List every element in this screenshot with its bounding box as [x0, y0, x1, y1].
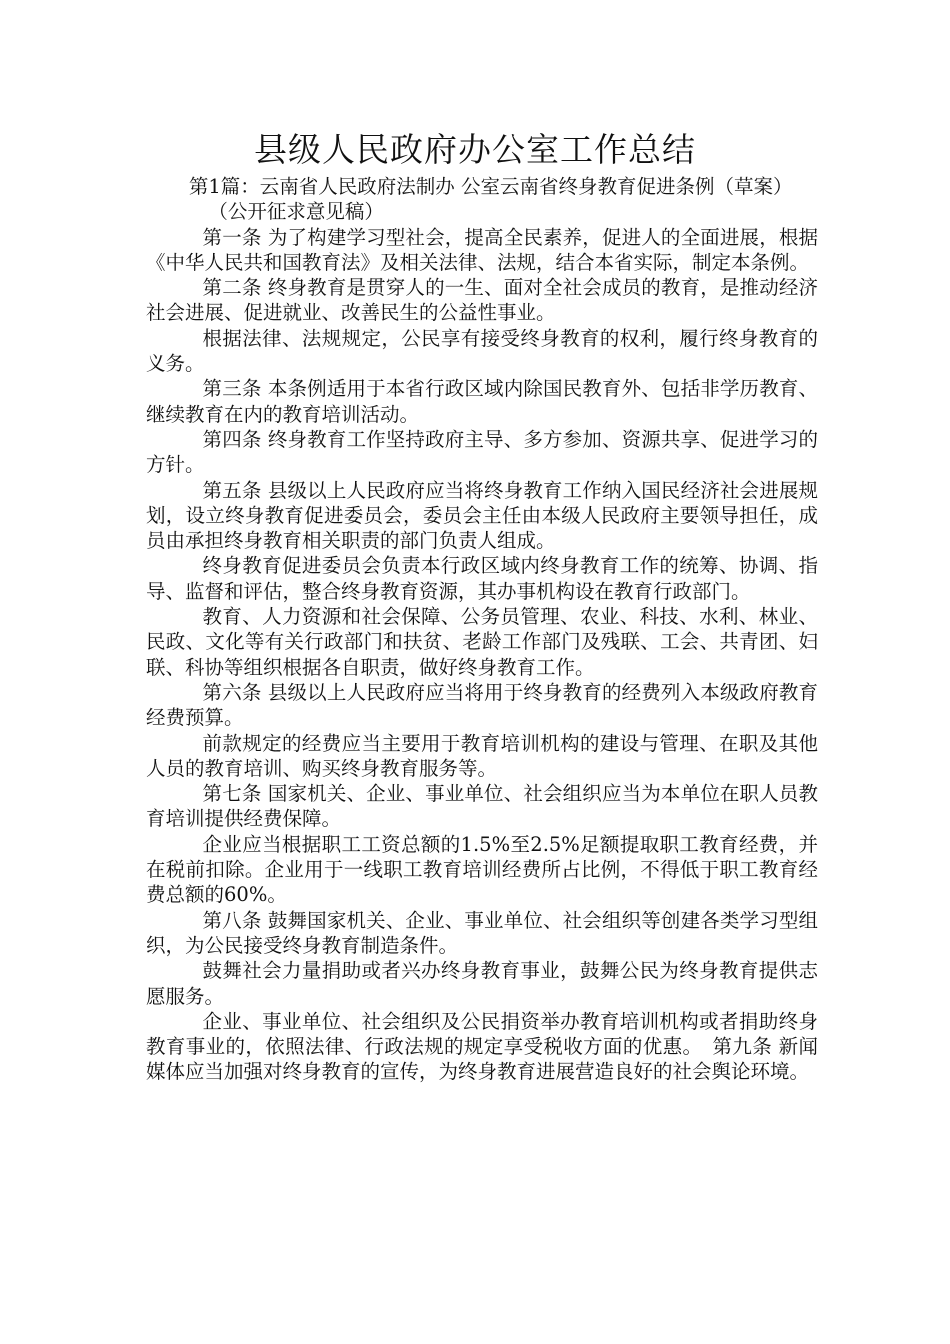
paragraph-article-3: 第三条 本条例适用于本省行政区域内除国民教育外、包括非学历教育、继续教育在内的教育培训活动。 [146, 377, 818, 426]
paragraph-article-5-committee: 终身教育促进委员会负责本行政区域内终身教育工作的统筹、协调、指导、监督和评估，整合终身教育资源，其办事机构设在教育行政部门。 [146, 554, 818, 603]
document-body [146, 174, 818, 1085]
paragraph-article-5-departments: 教育、人力资源和社会保障、公务员管理、农业、科技、水利、林业、民政、文化等有关行政部门和扶贫、老龄工作部门及残联、工会、共青团、妇联、科协等组织根据各自职责，做好终身教育工作。 [146, 605, 818, 679]
paragraph-article-6-funds: 前款规定的经费应当主要用于教育培训机构的建设与管理、在职及其他人员的教育培训、购买终身教育服务等。 [146, 731, 818, 780]
paragraph-article-7: 第七条 国家机关、企业、事业单位、社会组织应当为本单位在职人员教育培训提供经费保障。 [146, 782, 818, 831]
paragraph-article-2: 第二条 终身教育是贯穿人的一生、面对全社会成员的教育，是推动经济社会进展、促进就业、改善民生的公益性事业。 [146, 276, 818, 325]
paragraph-article-4: 第四条 终身教育工作坚持政府主导、多方参加、资源共享、促进学习的方针。 [146, 427, 818, 477]
paragraph-article-1: 第一条 为了构建学习型社会，提高全民素养，促进人的全面进展，根据《中华人民共和国教育法》及相关法律、法规，结合本省实际，制定本条例。 [146, 225, 818, 274]
open-comment-note: （公开征求意见稿） [208, 200, 384, 224]
paragraph-article-2-rights: 根据法律、法规规定，公民享有接受终身教育的权利，履行终身教育的义务。 [146, 326, 818, 376]
paragraph-article-6: 第六条 县级以上人民政府应当将用于终身教育的经费列入本级政府教育经费预算。 [146, 680, 818, 730]
paragraph-article-8-tax-and-article-9: 企业、事业单位、社会组织及公民捐资举办教育培训机构或者捐助终身教育事业的，依照法律、行政法规的规定享受税收方面的优惠。 第九条 新闻媒体应当加强对终身教育的宣传，为终身教育进展营造良好的社会舆论环境。 [146, 1009, 818, 1084]
paragraph-article-8: 第八条 鼓舞国家机关、企业、事业单位、社会组织等创建各类学习型组织，为公民接受终身教育制造条件。 [146, 908, 818, 957]
paragraph-article-5: 第五条 县级以上人民政府应当将终身教育工作纳入国民经济社会进展规划，设立终身教育促进委员会，委员会主任由本级人民政府主要领导担任，成员由承担终身教育相关职责的部门负责人组成。 [146, 478, 818, 553]
paragraph-article-8-social: 鼓舞社会力量捐助或者兴办终身教育事业，鼓舞公民为终身教育提供志愿服务。 [146, 959, 818, 1008]
paragraph-article-7-enterprise: 企业应当根据职工工资总额的1.5%至2.5%足额提取职工教育经费，并在税前扣除。企业用于一线职工教育培训经费所占比例，不得低于职工教育经费总额的60%。 [146, 832, 818, 907]
document-title: 县级人民政府办公室工作总结 [254, 130, 696, 169]
document-subtitle: 第1篇：云南省人民政府法制办 公室云南省终身教育促进条例（草案） [188, 175, 793, 198]
